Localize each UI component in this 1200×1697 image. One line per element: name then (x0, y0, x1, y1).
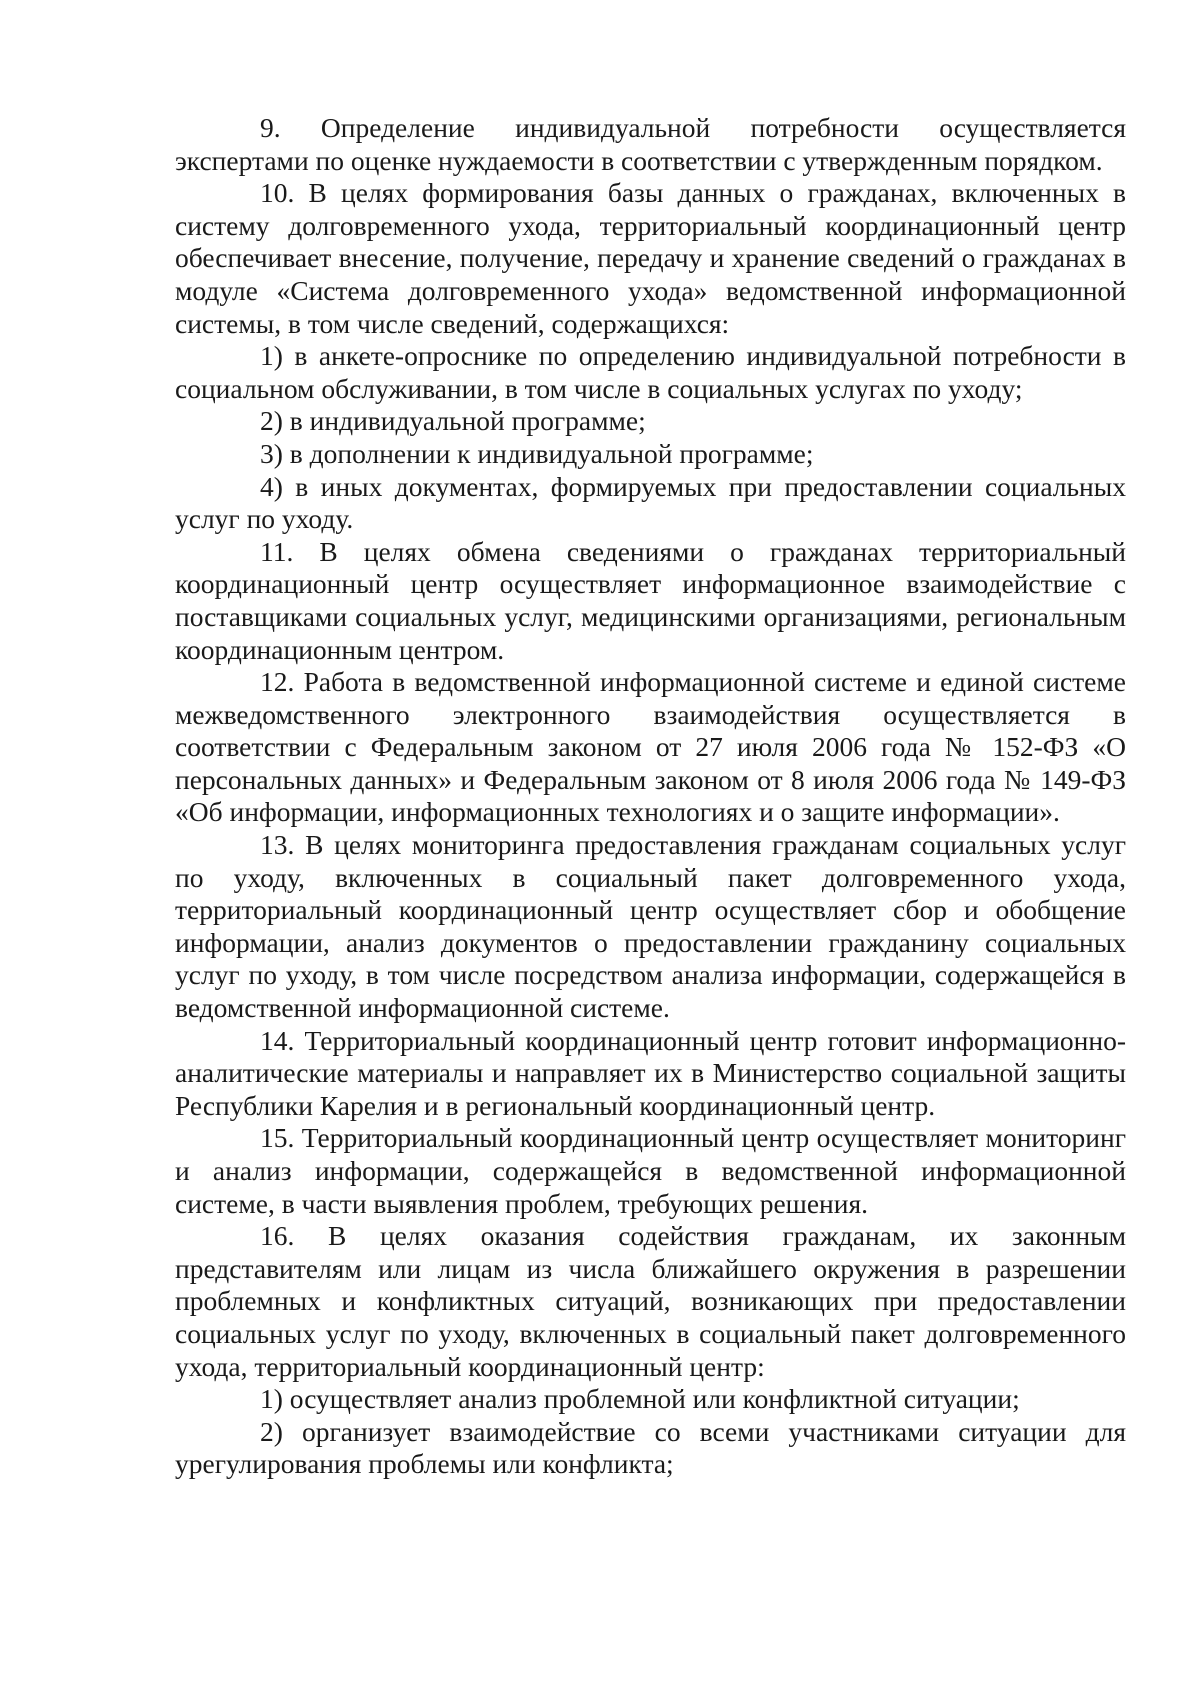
paragraph-10-item-4: 4) в иных документах, формируемых при предоставлении социальных услуг по уходу. (175, 470, 1126, 535)
paragraph-10-item-2: 2) в индивидуальной программе; (260, 405, 646, 437)
paragraph-16-item-1: 1) осуществляет анализ проблемной или конфликтной ситуации; (260, 1383, 1020, 1415)
paragraph-9: 9. Определение индивидуальной потребности осуществляется экспертами по оценке нуждаемости в соответствии с утвержденным порядком. (175, 112, 1126, 176)
paragraph-10-item-3: 3) в дополнении к индивидуальной программе; (260, 437, 814, 469)
document-page (175, 112, 1126, 1481)
paragraph-16-item-2: 2) организует взаимодействие со всеми участниками ситуации для урегулирования проблемы или конфликта; (175, 1415, 1126, 1480)
paragraph-10-item-1: 1) в анкете-опроснике по определению индивидуальной потребности в социальном обслуживании, в том числе в социальных услугах по уходу; (175, 340, 1126, 404)
paragraph-10: 10. В целях формирования базы данных о гражданах, включенных в систему долговременного ухода, территориальный координационный центр обеспечивает внесение, получение, передачу и хранение сведений о гражданах в модуле «Система долговременного ухода» ведомственной информационной системы, в том числе сведений, содержащихся: (175, 177, 1126, 339)
paragraph-11: 11. В целях обмена сведениями о гражданах территориальный координационный центр осуществляет информационное взаимодействие с поставщиками социальных услуг, медицинскими организациями, региональным координационным центром. (175, 535, 1126, 665)
paragraph-14: 14. Территориальный координационный центр готовит информационно-аналитические материалы и направляет их в Министерство социальной защиты Республики Карелия и в региональный координационный центр. (175, 1024, 1126, 1121)
paragraph-12: 12. Работа в ведомственной информационной системе и единой системе межведомственного электронного взаимодействия осуществляется в соответствии с Федеральным законом от 27 июля 2006 года № 152-ФЗ «О персональных данных» и Федеральным законом от 8 июля 2006 года № 149-ФЗ «Об информации, информационных технологиях и о защите информации». (175, 666, 1126, 828)
paragraph-16: 16. В целях оказания содействия гражданам, их законным представителям или лицам из числа ближайшего окружения в разрешении проблемных и конфликтных ситуаций, возникающих при предоставлении социальных услуг по уходу, включенных в социальный пакет долговременного ухода, территориальный координационный центр: (175, 1220, 1126, 1382)
paragraph-15: 15. Территориальный координационный центр осуществляет мониторинг и анализ информации, содержащейся в ведомственной информационной системе, в части выявления проблем, требующих решения. (175, 1122, 1126, 1219)
paragraph-13: 13. В целях мониторинга предоставления гражданам социальных услуг по уходу, включенных в социальный пакет долговременного ухода, территориальный координационный центр осуществляет сбор и обобщение информации, анализ документов о предоставлении гражданину социальных услуг по уходу, в том числе посредством анализа информации, содержащейся в ведомственной информационной системе. (175, 829, 1126, 1024)
